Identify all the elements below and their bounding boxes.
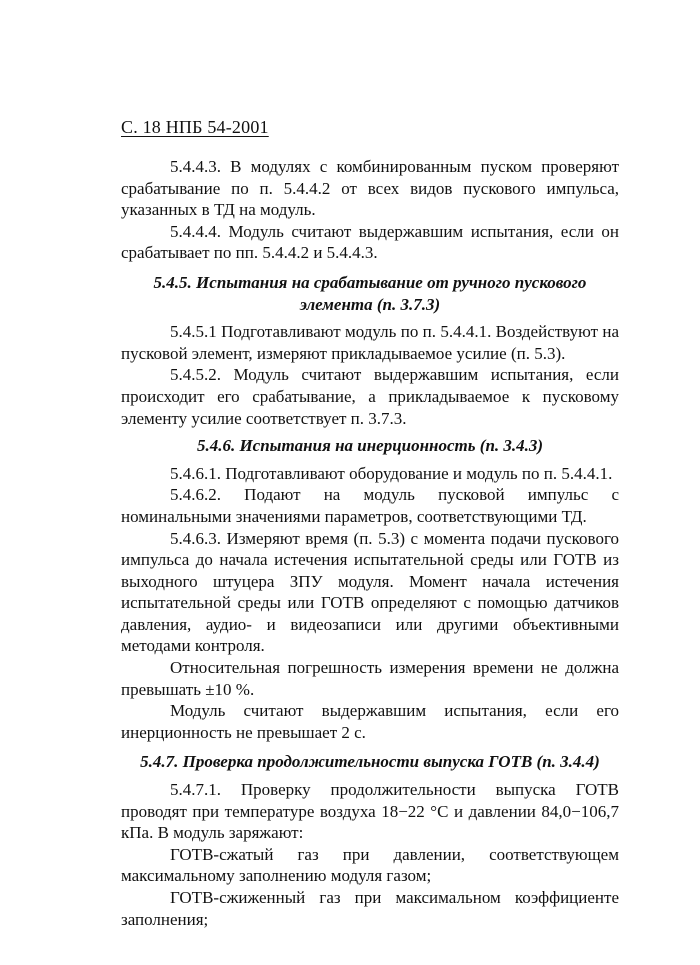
paragraph-inertia-criterion: Модуль считают выдержавшим испытания, если его инерционность не превышает 2 с.	[121, 701, 619, 742]
paragraph-liquefied-gas: ГОТВ-сжиженный газ при максимальном коэффициенте заполнения;	[121, 888, 619, 929]
paragraph-5-4-7-1: 5.4.7.1. Проверку продолжительности выпуска ГОТВ проводят при температуре воздуха 18−22 °С и давлении 84,0−106,7 кПа. В модуль заряжают:	[121, 780, 619, 843]
paragraph-error-tolerance: Относительная погрешность измерения времени не должна превышать ±10 %.	[121, 658, 619, 699]
paragraph-5-4-6-1: 5.4.6.1. Подготавливают оборудование и модуль по п. 5.4.4.1.	[170, 463, 613, 483]
paragraph-5-4-6-3: 5.4.6.3. Измеряют время (п. 5.3) с момента подачи пускового импульса до начала истечения испытательной среды или ГОТВ из выходного штуцера ЗПУ модуля. Момент начала истечения испытательной среды или ГОТВ определяют с помощью датчиков давления, аудио- и видеозаписи или другими объективными методами контроля.	[121, 528, 619, 656]
paragraph-compressed-gas: ГОТВ-сжатый газ при давлении, соответствующем максимальному заполнению модуля газом;	[121, 844, 619, 886]
paragraph-5-4-4-4: 5.4.4.4. Модуль считают выдержавшим испытания, если он срабатывает по пп. 5.4.4.2 и 5.4.4.3.	[121, 221, 619, 263]
paragraph-5-4-5-2: 5.4.5.2. Модуль считают выдержавшим испытания, если происходит его срабатывание, а прикладываемое к пусковому элементу усилие соответствует п. 3.7.3.	[121, 365, 619, 428]
paragraph-5-4-5-1: 5.4.5.1 Подготавливают модуль по п. 5.4.4.1. Воздействуют на пусковой элемент, измеряют прикладываемое усилие (п. 5.3).	[121, 322, 619, 363]
section-heading-5-4-7: 5.4.7. Проверка продолжительности выпуска ГОТВ (п. 3.4.4)	[140, 752, 600, 772]
paragraph-5-4-6-2: 5.4.6.2. Подают на модуль пусковой импульс с номинальными значениями параметров, соответствующими ТД.	[121, 485, 619, 526]
section-heading-5-4-6: 5.4.6. Испытания на инерционность (п. 3.4.3)	[196, 436, 544, 456]
section-heading-5-4-5: 5.4.5. Испытания на срабатывание от ручного пускового элемента (п. 3.7.3)	[153, 272, 587, 314]
page-content	[121, 156, 619, 930]
paragraph-5-4-4-3: 5.4.4.3. В модулях с комбинированным пуском проверяют срабатывание по п. 5.4.4.2 от всех видов пускового импульса, указанных в ТД на модуль.	[121, 157, 619, 220]
page-header: С. 18 НПБ 54-2001	[121, 117, 269, 137]
